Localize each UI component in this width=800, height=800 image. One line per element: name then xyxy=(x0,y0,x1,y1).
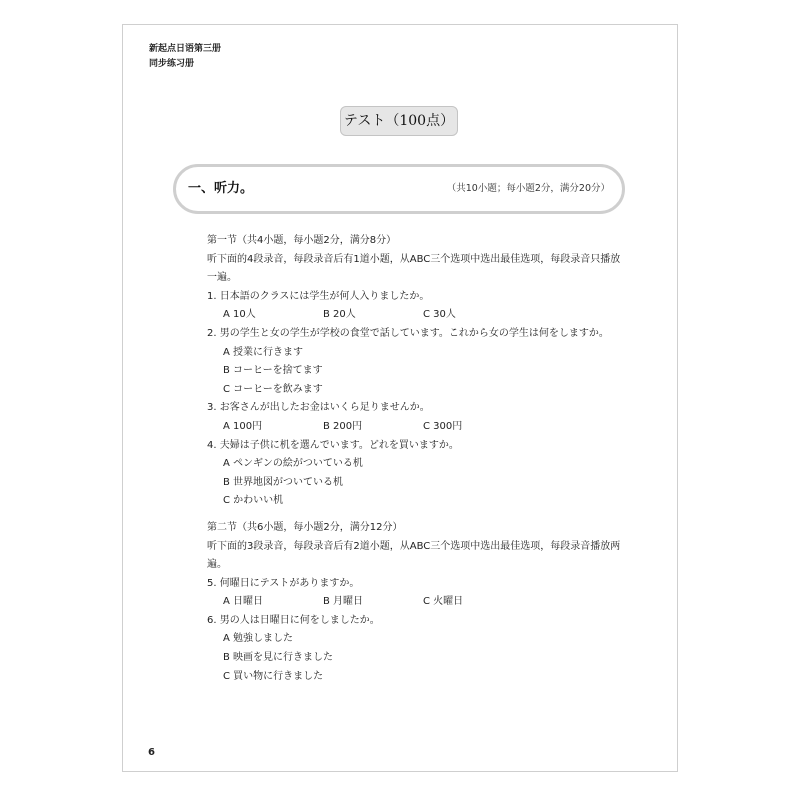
section-banner xyxy=(173,164,625,214)
question-2: 2. 男の学生と女の学生が学校の食堂で話しています。これから女の学生は何をしますか。 xyxy=(207,327,609,339)
option-b: B 200円 xyxy=(323,420,363,432)
part1-heading: 第一节（共4小题，每小题2分，满分8分） xyxy=(207,235,397,246)
part1-instruction: 听下面的4段录音，每段录音后有1道小题，从ABC三个选项中选出最佳选项，每段录音只播放一遍。 xyxy=(207,253,621,284)
option-a: A 100円 xyxy=(223,420,263,432)
question-4: 4. 夫婦は子供に机を選んでいます。どれを買いますか。 xyxy=(207,439,459,451)
option-c: C 300円 xyxy=(423,420,463,432)
question-5-options xyxy=(207,593,627,612)
option-c: C 火曜日 xyxy=(423,596,464,608)
option-a: A 10人 xyxy=(223,309,256,321)
book-subtitle: 同步练习册 xyxy=(149,59,195,69)
question-1-options xyxy=(207,306,627,325)
section-score-note: （共10小题；每小题2分，满分20分） xyxy=(446,183,610,194)
book-title: 新起点日语第三册 xyxy=(149,44,222,54)
workbook-page xyxy=(122,24,678,772)
option-c: C 30人 xyxy=(423,309,456,321)
question-1: 1. 日本語のクラスには学生が何人入りましたか。 xyxy=(207,290,430,302)
listening-content xyxy=(207,232,627,686)
option-b: B 映画を見に行きました xyxy=(223,652,334,664)
option-a: A ペンギンの絵がついている机 xyxy=(223,458,363,470)
option-b: B 月曜日 xyxy=(323,596,364,608)
option-c: C 買い物に行きました xyxy=(223,670,324,682)
option-a: A 勉強しました xyxy=(223,633,294,645)
option-b: B 20人 xyxy=(323,309,356,321)
option-a: A 授業に行きます xyxy=(223,346,304,358)
part2-instruction: 听下面的3段录音，每段录音后有2道小题，从ABC三个选项中选出最佳选项，每段录音播放两遍。 xyxy=(207,540,621,571)
running-header xyxy=(149,42,221,72)
question-5: 5. 何曜日にテストがありますか。 xyxy=(207,577,360,589)
part2-heading: 第二节（共6小题，每小题2分，满分12分） xyxy=(207,521,403,533)
question-3: 3. お客さんが出したお金はいくら足りませんか。 xyxy=(207,402,430,414)
question-3-options xyxy=(207,418,627,437)
option-c: C かわいい机 xyxy=(223,495,284,507)
page-number: 6 xyxy=(148,747,155,758)
question-6: 6. 男の人は日曜日に何をしましたか。 xyxy=(207,614,380,626)
section-title: 一、听力。 xyxy=(188,181,254,196)
option-b: B 世界地図がついている机 xyxy=(223,476,344,488)
option-a: A 日曜日 xyxy=(223,596,264,608)
option-c: C コーヒーを飲みます xyxy=(223,383,323,395)
option-b: B コーヒーを捨てます xyxy=(223,365,323,377)
test-title: テスト（100点） xyxy=(340,106,458,136)
